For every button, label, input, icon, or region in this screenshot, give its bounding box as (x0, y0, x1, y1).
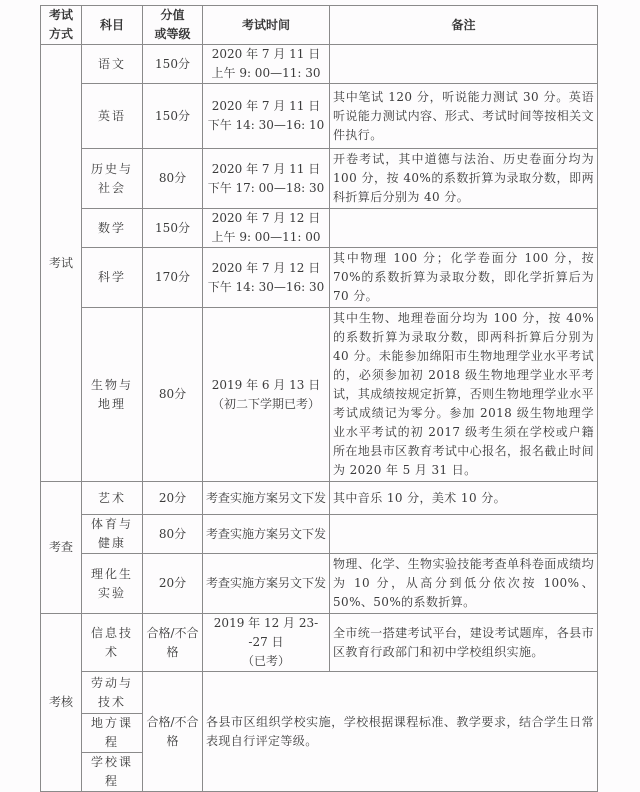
table-row (41, 672, 598, 714)
time-cell: 考查实施方案另文下发 (203, 482, 330, 515)
time-cell: 2020 年 7 月 12 日 下午 14: 30—16: 30 (203, 248, 330, 308)
score-cell: 80分 (143, 149, 203, 209)
note-cell: 各县市区组织学校实施，学校根据课程标准、教学要求，结合学生日常表现自行评定等级。 (203, 672, 598, 792)
subject-cell: 劳动与技术 (82, 672, 143, 714)
time-cell: 考查实施方案另文下发 (203, 554, 330, 614)
time-cell: 2020 年 7 月 11 日 下午 17: 00—18: 30 (203, 149, 330, 209)
note-cell: 其中物理 100 分；化学卷面分 100 分，按 70%的系数折算为录取分数，即化学折算后为 70 分。 (330, 248, 598, 308)
note-cell (330, 515, 598, 554)
note-cell: 其中生物、地理卷面分均为 100 分，按 40%的系数折算为录取分数，即两科折算后分别为 40 分。未能参加绵阳市生物地理学业水平考试的，必须参加初 2018 级生物地理学业水平考试，其成绩按规定折算，否则生物地理学业水平考试成绩记为零分。参加 2018 级生物地理学业水平考试的初 2017 级考生须在学校或户籍所在地县市区教育考试中心报名，报名截止时间为 2020 年 5 月 31 日。 (330, 308, 598, 482)
time-cell: 2019 年 12 月 23--27 日 （已考） (203, 614, 330, 672)
group-exam: 考试 (41, 45, 82, 482)
table-row (41, 248, 598, 308)
time-cell: 2020 年 7 月 11 日 上午 9: 00—11: 30 (203, 45, 330, 84)
note-cell: 开卷考试，其中道德与法治、历史卷面分均为 100 分，按 40%的系数折算为录取分数，即两科折算后分别为 40 分。 (330, 149, 598, 209)
note-cell: 物理、化学、生物实验技能考查单科卷面成绩均为 10 分，从高分到低分依次按 100%、50%、50%的系数折算。 (330, 554, 598, 614)
header-subject: 科目 (82, 6, 143, 45)
group-assess: 考核 (41, 614, 82, 792)
time-cell: 2020 年 7 月 11 日 下午 14: 30—16: 10 (203, 84, 330, 149)
header-row (41, 6, 598, 45)
score-cell: 合格/不合格 (143, 614, 203, 672)
subject-cell: 语文 (82, 45, 143, 84)
subject-cell: 英语 (82, 84, 143, 149)
subject-cell: 地方课程 (82, 714, 143, 753)
score-cell: 170分 (143, 248, 203, 308)
note-cell (330, 209, 598, 248)
header-time: 考试时间 (203, 6, 330, 45)
group-check: 考查 (41, 482, 82, 614)
table-row (41, 45, 598, 84)
note-cell: 其中笔试 120 分，听说能力测试 30 分。英语听说能力测试内容、形式、考试时间等按相关文件执行。 (330, 84, 598, 149)
score-cell: 80分 (143, 515, 203, 554)
score-cell: 150分 (143, 209, 203, 248)
score-cell: 20分 (143, 482, 203, 515)
note-cell: 其中音乐 10 分，美术 10 分。 (330, 482, 598, 515)
subject-cell: 体育与健康 (82, 515, 143, 554)
exam-schedule-table (40, 5, 598, 792)
table-row (41, 482, 598, 515)
time-cell: 2020 年 7 月 12 日 上午 9: 00—11: 00 (203, 209, 330, 248)
subject-cell: 数学 (82, 209, 143, 248)
score-cell: 150分 (143, 45, 203, 84)
table-row (41, 614, 598, 672)
header-note: 备注 (330, 6, 598, 45)
subject-cell: 学校课程 (82, 753, 143, 792)
score-cell: 20分 (143, 554, 203, 614)
score-cell: 合格/不合格 (143, 672, 203, 792)
subject-cell: 艺术 (82, 482, 143, 515)
note-cell: 全市统一搭建考试平台，建设考试题库，各县市区教育行政部门和初中学校组织实施。 (330, 614, 598, 672)
header-score: 分值 或等级 (143, 6, 203, 45)
subject-cell: 信息技术 (82, 614, 143, 672)
table-row (41, 209, 598, 248)
time-cell: 考查实施方案另文下发 (203, 515, 330, 554)
score-cell: 150分 (143, 84, 203, 149)
time-cell: 2019 年 6 月 13 日 （初二下学期已考） (203, 308, 330, 482)
subject-cell: 理化生实验 (82, 554, 143, 614)
subject-cell: 科学 (82, 248, 143, 308)
header-method: 考试 方式 (41, 6, 82, 45)
table-row (41, 308, 598, 482)
note-cell (330, 45, 598, 84)
subject-cell: 生物与地理 (82, 308, 143, 482)
table-row (41, 84, 598, 149)
score-cell: 80分 (143, 308, 203, 482)
table-row (41, 515, 598, 554)
table-row (41, 554, 598, 614)
subject-cell: 历史与社会 (82, 149, 143, 209)
table-row (41, 149, 598, 209)
